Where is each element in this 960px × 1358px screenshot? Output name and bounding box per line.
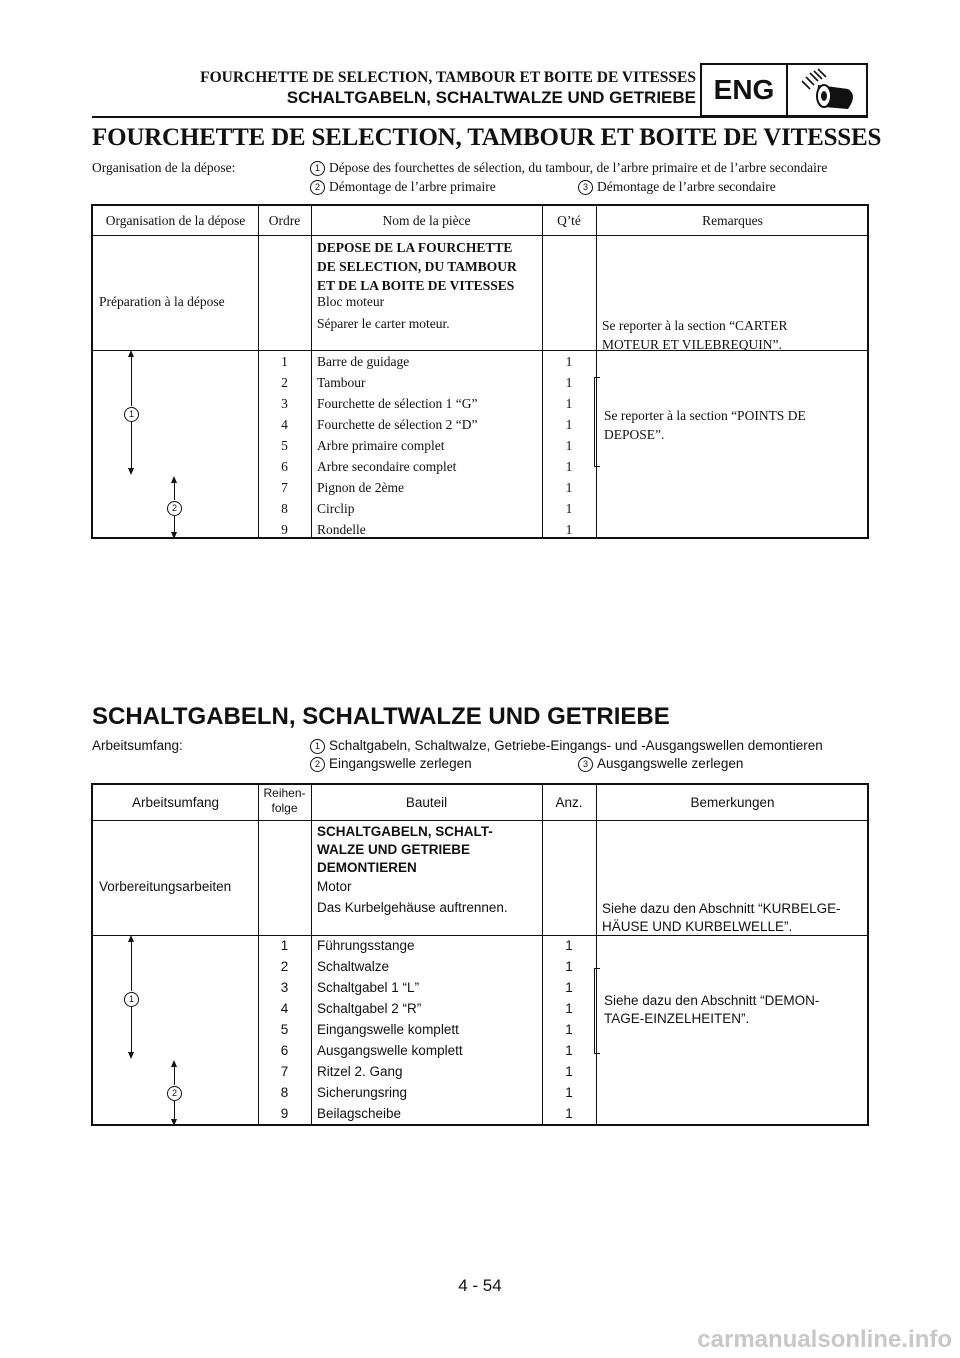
marker-3: 3 [578,180,593,195]
row-name: Beilagscheibe [317,1106,402,1121]
prep-item-2-de: Das Kurbelgehäuse auftrennen. [317,900,508,915]
col-header: Bauteil [405,795,448,810]
remark-bracket [594,968,600,1054]
row-order: 2 [280,959,289,974]
row-qty: 1 [565,417,573,432]
arrow-down-icon [128,468,134,475]
scope-text-1-de: Schaltgabeln, Schaltwalze, Getriebe-Eingangs- und -Ausgangswellen demontieren [329,738,823,753]
row-name: Schaltgabel 2 “R” [317,1001,422,1016]
remark-bracket [594,377,600,467]
scope-text-3-fr: Démontage de l’arbre secondaire [597,179,776,194]
row-qty: 1 [565,375,573,390]
arrow-down-icon [171,532,177,539]
row-qty: 1 [565,1064,573,1079]
row-qty: 1 [565,959,573,974]
row-name: Fourchette de sélection 1 “G” [317,396,478,411]
row-name: Arbre secondaire complet [317,459,457,474]
row-order: 7 [280,1064,289,1079]
row-order: 1 [281,354,288,369]
row-order: 3 [281,396,288,411]
col-header: Nom de la pièce [382,213,471,228]
prep-label-fr: Préparation à la dépose [99,294,225,309]
row-order: 9 [281,522,288,537]
row-order: 8 [280,1085,289,1100]
eng-badge: ENG [700,63,788,117]
scope-item-2-de [310,756,472,772]
scope-item-1-fr [310,160,827,176]
marker-2: 2 [310,180,325,195]
page-number: 4 - 54 [458,1276,502,1295]
row-qty: 1 [565,522,573,537]
row-name: Eingangswelle komplett [317,1022,459,1037]
row-name: Sicherungsring [317,1085,408,1100]
group-marker-1: 1 [124,407,139,422]
row-name: Arbre primaire complet [317,438,445,453]
row-name: Circlip [317,501,355,516]
col-header: Remarques [702,213,763,228]
prep-heading-fr: DEPOSE DE LA FOURCHETTE DE SELECTION, DU TAMBOUR ET DE LA BOITE DE VITESSES [317,240,517,293]
arrow-down-icon [128,1052,134,1059]
row-name: Führungsstange [317,938,415,953]
row-order: 4 [280,1001,289,1016]
row-qty: 1 [565,354,573,369]
scope-label-de: Arbeitsumfang: [92,738,183,753]
table-fr [91,204,869,539]
scope-label-fr: Organisation de la dépose: [92,160,236,175]
row-qty: 1 [565,501,573,516]
row-qty: 1 [565,1001,573,1016]
group-marker-1: 1 [124,992,139,1007]
row-name: Pignon de 2ème [317,480,404,495]
row-qty: 1 [565,438,573,453]
row-order: 2 [281,375,288,390]
marker-1: 1 [310,161,325,176]
row-name: Tambour [317,375,366,390]
scope-item-3-fr [578,179,776,195]
row-order: 6 [281,459,288,474]
row-order: 9 [280,1106,289,1121]
group-marker-2: 2 [167,1086,182,1101]
marker-2: 2 [310,757,325,772]
group-marker-2: 2 [167,501,182,516]
row-name: Schaltgabel 1 “L” [317,980,420,995]
row-order: 4 [281,417,288,432]
prep-label-de: Vorbereitungsarbeiten [99,879,232,894]
row-order: 8 [281,501,288,516]
prep-remark-fr: Se reporter à la section “CARTER MOTEUR ET VILEBREQUIN”. [602,318,788,352]
row-qty: 1 [565,938,573,953]
prep-item-1-fr: Bloc moteur [317,294,385,309]
table-de [91,783,869,1126]
row-qty: 1 [565,1043,573,1058]
scope-item-2-fr [310,179,496,195]
scope-text-2-de: Eingangswelle zerlegen [329,756,472,771]
section-title-fr: FOURCHETTE DE SELECTION, TAMBOUR ET BOITE DE VITESSES [92,124,882,151]
section-title-de: SCHALTGABELN, SCHALTWALZE UND GETRIEBE [92,703,670,730]
row-qty: 1 [565,1106,573,1121]
row-order: 5 [280,1022,289,1037]
row-qty: 1 [565,480,573,495]
watermark: carmanualsonline.info [697,1326,952,1353]
arrow-down-icon [171,1119,177,1126]
col-header: Q’té [557,213,581,228]
row-qty: 1 [565,459,573,474]
rows-remark-de: Siehe dazu den Abschnitt “DEMON- TAGE-EINZELHEITEN”. [604,993,820,1026]
engine-gear-icon [788,63,868,117]
row-order: 7 [281,480,288,495]
row-qty: 1 [565,980,573,995]
col-header: Organisation de la dépose [105,213,246,228]
row-qty: 1 [565,1022,573,1037]
row-order: 3 [280,980,289,995]
row-order: 6 [280,1043,289,1058]
row-name: Fourchette de sélection 2 “D” [317,417,478,432]
col-header: Reihen- folge [263,786,306,815]
row-order: 5 [281,438,288,453]
col-header: Anz. [555,795,583,810]
marker-1: 1 [310,739,325,754]
col-header: Bemerkungen [690,795,775,810]
scope-text-2-fr: Démontage de l’arbre primaire [329,179,496,194]
row-order: 1 [280,938,289,953]
row-name: Rondelle [317,522,366,537]
marker-3: 3 [578,757,593,772]
row-name: Barre de guidage [317,354,410,369]
scope-item-3-de [578,756,743,772]
col-header: Ordre [268,213,301,228]
scope-item-1-de [310,738,823,754]
col-header: Arbeitsumfang [131,795,220,810]
row-name: Schaltwalze [317,959,390,974]
row-name: Ausgangswelle komplett [317,1043,463,1058]
row-name: Ritzel 2. Gang [317,1064,403,1079]
row-qty: 1 [565,1085,573,1100]
prep-item-2-fr: Séparer le carter moteur. [317,316,450,331]
scope-text-3-de: Ausgangswelle zerlegen [597,756,744,771]
rows-remark-fr: Se reporter à la section “POINTS DE DEPOSE”. [604,408,806,442]
prep-remark-de: Siehe dazu den Abschnitt “KURBELGE- HÄUSE UND KURBELWELLE”. [602,901,841,934]
scope-text-1-fr: Dépose des fourchettes de sélection, du tambour, de l’arbre primaire et de l’arbre secondaire [329,160,828,175]
header-title-fr: FOURCHETTE DE SELECTION, TAMBOUR ET BOITE DE VITESSES [200,69,696,86]
row-qty: 1 [565,396,573,411]
prep-item-1-de: Motor [317,879,352,894]
prep-heading-de: SCHALTGABELN, SCHALT- WALZE UND GETRIEBE DEMONTIEREN [317,824,493,875]
header-title-de: SCHALTGABELN, SCHALTWALZE UND GETRIEBE [286,88,696,107]
